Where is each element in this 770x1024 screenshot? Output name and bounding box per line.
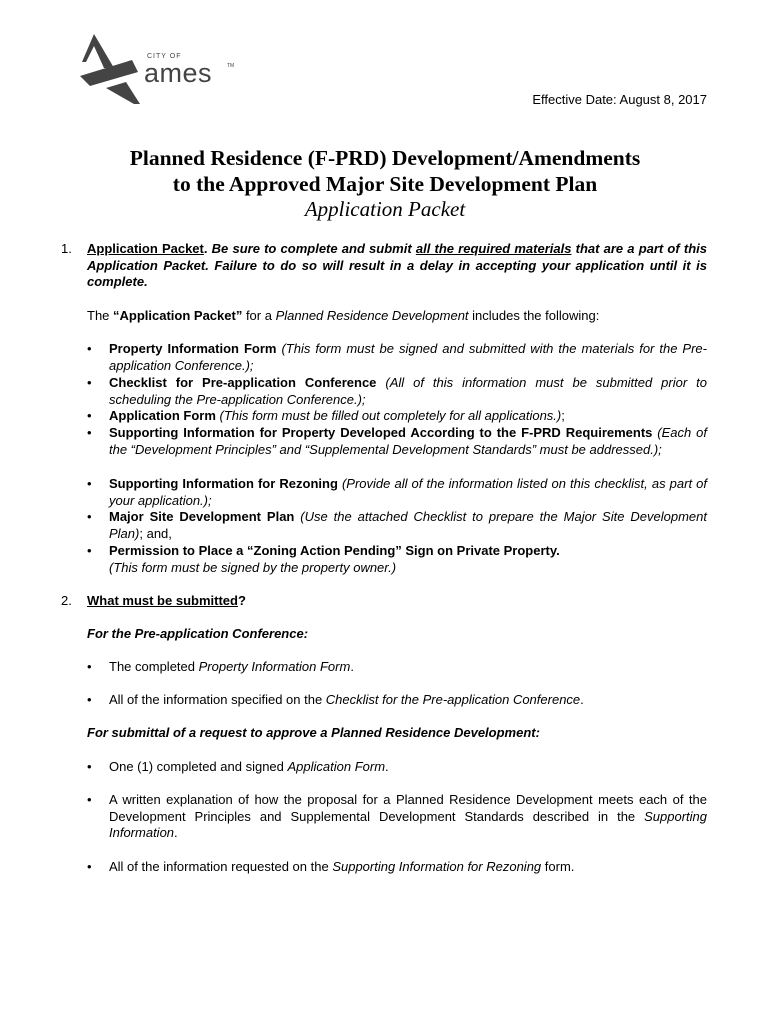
item-post: . bbox=[174, 825, 178, 840]
item-italic: Property Information Form bbox=[198, 659, 351, 674]
item-note: (This form must be signed by the property owner.) bbox=[109, 559, 397, 575]
bullet: • bbox=[87, 792, 92, 807]
item-italic: Supporting Information bbox=[109, 808, 707, 840]
prd-item bbox=[109, 859, 707, 876]
bullet: • bbox=[87, 408, 92, 423]
item-title: Major Site Development Plan bbox=[109, 509, 295, 524]
logo-trademark: TM bbox=[227, 63, 235, 69]
section-1-heading-period: . bbox=[203, 241, 208, 256]
item-post: . bbox=[350, 659, 354, 674]
item-title: Permission to Place a “Zoning Action Pending” Sign on Private Property. bbox=[109, 543, 560, 558]
item-note: (All of this information must be submitted prior to scheduling the Pre-application Conference.); bbox=[109, 375, 707, 407]
bullet: • bbox=[87, 692, 92, 707]
item-post: form. bbox=[541, 859, 575, 874]
item-text: All of the information specified on the bbox=[109, 692, 326, 707]
logo-mark-lower bbox=[106, 82, 140, 104]
item-title: Property Information Form bbox=[109, 341, 277, 356]
item-text: All of the information requested on the bbox=[109, 859, 333, 874]
intro-text-1: Be sure to complete and submit bbox=[207, 241, 416, 256]
packet-item bbox=[109, 375, 707, 408]
section-2-heading-line bbox=[87, 593, 707, 610]
bullet: • bbox=[87, 341, 92, 356]
packet-item bbox=[109, 408, 707, 425]
pre-app-item bbox=[109, 659, 707, 676]
item-tail: ; and, bbox=[139, 525, 172, 541]
bullet: • bbox=[87, 543, 92, 558]
logo-city-of: CITY OF bbox=[147, 53, 182, 60]
packet-item bbox=[109, 509, 707, 542]
title-line-1: Planned Residence (F-PRD) Development/Amendments bbox=[129, 146, 641, 170]
item-title: Application Form bbox=[109, 408, 216, 423]
bullet: • bbox=[87, 476, 92, 491]
logo-name: ames bbox=[144, 58, 213, 88]
prd-item bbox=[109, 792, 707, 842]
item-post: . bbox=[385, 759, 389, 774]
item-tail: ; bbox=[561, 408, 565, 423]
item-title: Supporting Information for Rezoning bbox=[109, 476, 338, 491]
effective-date: Effective Date: August 8, 2017 bbox=[532, 92, 707, 107]
includes-post: includes the following: bbox=[468, 308, 600, 323]
section-1-intro bbox=[87, 241, 707, 291]
packet-item bbox=[109, 425, 707, 458]
item-italic: Application Form bbox=[287, 759, 386, 774]
item-note: (Provide all of the information listed on this checklist, as part of your application.); bbox=[109, 476, 708, 508]
packet-item bbox=[109, 543, 707, 576]
intro-underlined: all the required materials bbox=[415, 241, 572, 256]
includes-italic: Planned Residence Development bbox=[275, 308, 469, 323]
item-text: The completed bbox=[109, 659, 199, 674]
pre-app-heading: For the Pre-application Conference: bbox=[87, 626, 309, 641]
item-note: (Use the attached Checklist to prepare the Major Site Development Plan) bbox=[109, 509, 707, 541]
bullet: • bbox=[87, 659, 92, 674]
title-line-2: to the Approved Major Site Development Plan bbox=[172, 172, 598, 196]
item-post: . bbox=[580, 692, 584, 707]
item-text: A written explanation of how the proposal for a Planned Residence Development meets each of the Development Principles and Supplemental Development Standards described in the bbox=[109, 792, 707, 824]
section-1-heading: Application Packet bbox=[87, 241, 204, 256]
item-title: Checklist for Pre-application Conference bbox=[109, 375, 377, 390]
bullet: • bbox=[87, 859, 92, 874]
item-note: (This form must be filled out completely for all applications.) bbox=[215, 408, 562, 423]
section-2-heading: What must be submitted bbox=[87, 593, 238, 608]
item-text: One (1) completed and signed bbox=[109, 759, 288, 774]
packet-item bbox=[109, 341, 707, 374]
includes-mid: for a bbox=[242, 308, 276, 323]
item-note: (Each of the “Development Principles” and “Supplemental Development Standards” must be addressed.); bbox=[109, 425, 708, 457]
section-2-number: 2. bbox=[61, 593, 72, 608]
subtitle: Application Packet bbox=[304, 197, 466, 221]
bullet: • bbox=[87, 509, 92, 524]
section-2-heading-q: ? bbox=[237, 593, 246, 608]
pre-app-item bbox=[109, 692, 707, 709]
item-title: Supporting Information for Property Developed According to the F-PRD Requirements bbox=[109, 425, 653, 440]
logo-mark-upper bbox=[82, 34, 114, 68]
bullet: • bbox=[87, 759, 92, 774]
item-italic: Checklist for the Pre-application Conference bbox=[325, 692, 581, 707]
item-italic: Supporting Information for Rezoning bbox=[332, 859, 542, 874]
bullet: • bbox=[87, 375, 92, 390]
prd-heading: For submittal of a request to approve a Planned Residence Development: bbox=[87, 725, 540, 740]
includes-pre: The bbox=[87, 308, 114, 323]
intro-text-2: that are a part of this Application Packet. Failure to do so will result in a delay in accepting your application until it is complete. bbox=[87, 241, 707, 289]
packet-item bbox=[109, 476, 707, 509]
includes-bold: “Application Packet” bbox=[113, 308, 243, 323]
section-1-number: 1. bbox=[61, 241, 72, 256]
packet-includes-line bbox=[87, 308, 707, 325]
prd-item bbox=[109, 759, 707, 776]
bullet: • bbox=[87, 425, 92, 440]
item-note: (This form must be signed and submitted with the materials for the Pre-application Conference.); bbox=[109, 341, 707, 373]
